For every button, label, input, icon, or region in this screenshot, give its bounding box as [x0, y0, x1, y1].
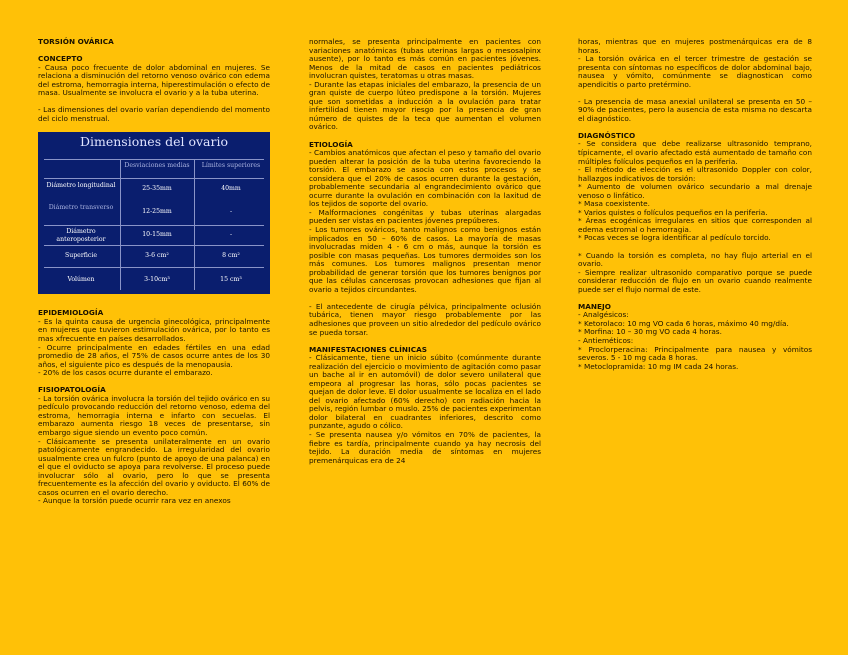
heading-manifestaciones: MANIFESTACIONES CLÍNICAS: [309, 344, 427, 354]
list-item: * Ketorolaco: 10 mg VO cada 6 horas, máximo 40 mg/día.: [578, 318, 789, 328]
row-label: Volúmen: [67, 276, 95, 284]
row-desv: 3-6 cm²: [145, 252, 169, 260]
paragraph: normales, se presenta principalmente en pacientes con variaciones anatómicas (tubas uterinas largas o mesosalpinx ausente), por lo tanto es más común en pacientes jóvenes. Menos de la mitad de casos en pacientes pediátricos involucran quistes, teratomas u otras masas.: [309, 37, 541, 81]
paragraph: - Durante las etapas iniciales del embarazo, la presencia de un gran quiste de cuerpo lúteo predispone a la torsión. Mujeres que son sometidas a inducción a la ovulación para tratar infertilidad tienen mayor riesgo por la presencia de gran número de quistes de la teca que aumentan el volumen ovárico.: [309, 79, 541, 132]
heading-manejo: MANEJO: [578, 301, 611, 311]
row-lim: 40mm: [221, 185, 241, 193]
paragraph: - Causa poco frecuente de dolor abdominal en mujeres. Se relaciona a disminución del retorno venoso ovárico con edema del estroma, hemorragia interna, hiperestimulación o efecto de masa. Usualmente se involucra el ovario y a la tuba uterina.: [38, 62, 270, 98]
paragraph: - Cambios anatómicos que afectan el peso y tamaño del ovario pueden alterar la posición de la tuba uterina favoreciendo la torsión. El embarazo se asocia con estos procesos y se considera que el 20% de casos ocurren durante la gestación, probablemente secundaria al engrandecimiento ovárico que ocurre durante la ovulación en combinación con la laxitud de los tejidos de soporte del ovario.: [309, 148, 541, 209]
row-label: Superficie: [64, 252, 98, 260]
column-3: [578, 38, 812, 371]
paragraph: - El método de elección es el ultrasonido Doppler con color, hallazgos indicativos de torsión:: [578, 165, 812, 183]
paragraph: - Ocurre principalmente en edades fértiles en una edad promedio de 28 años, el 75% de casos ocurre antes de los 30 años, el siguiente pico es después de la menopausia.: [38, 342, 270, 369]
row-desv: 3-10cm³: [144, 276, 170, 284]
paragraph: - La presencia de masa anexial unilateral se presenta en 50 – 90% de pacientes, pero la ausencia de esta misma no descarta el diagnóstico.: [578, 96, 812, 123]
list-item: * Pocas veces se logra identificar al pedículo torcido.: [578, 233, 771, 243]
list-item: * Morfina: 10 – 30 mg VO cada 4 horas.: [578, 327, 722, 337]
table-title: Dimensiones del ovario: [79, 134, 228, 150]
paragraph: - Las dimensiones del ovario varían dependiendo del momento del ciclo menstrual.: [38, 105, 270, 123]
row-desv: 12-25mm: [142, 208, 172, 216]
doc-title: TORSIÓN OVÁRICA: [38, 37, 114, 46]
paragraph: - Se considera que debe realizarse ultrasonido temprano, típicamente, el ovario afectado está aumentado de tamaño con múltiples folículos pequeños en la periferia.: [578, 139, 812, 166]
paragraph: - Se presenta nausea y/o vómitos en 70% de pacientes, la fiebre es tardía, principalmente cuando ya hay necrosis del tejido. La duración media de síntomas en mujeres premenárquicas era de 24: [309, 430, 541, 465]
paragraph: - El antecedente de cirugía pélvica, principalmente oclusión tubárica, tienen mayor riesgo probablemente por las adhesiones que proveen un sitio alrededor del pedículo ovárico se pueda torsar.: [309, 301, 541, 337]
paragraph: - La torsión ovárica involucra la torsión del tejido ovárico en su pedículo provocando reducción del retorno venoso, edema del estroma, hemorragia interna e infarto con secuelas. El embarazo aumenta riesgo 18 veces de presentarse, sin embargo sigue siendo un evento poco común.: [38, 393, 270, 437]
list-item: * Aumento de volumen ovárico secundario a mal drenaje venoso o linfático.: [578, 182, 812, 200]
row-lim: -: [229, 208, 233, 216]
paragraph: - 20% de los casos ocurre durante el embarazo.: [38, 368, 213, 378]
ovary-dimensions-table: [38, 132, 270, 294]
header-desviaciones: Desviaciones medias: [124, 162, 190, 170]
list-item: * Masa coexistente.: [578, 199, 650, 209]
paragraph: - Los tumores ováricos, tanto malignos como benignos están implicados en 50 – 60% de casos. La mayoría de masas involucradas miden 4 - 6 cm o más, aunque la torsión es posible con masas pequeñas. Los tumores dermoides son los más comunes. Los tumores malignos presentan menor probabilidad de generar torsión que los tumores benignos por que las células cancerosas provocan adhesiones que fijan al ovario a tejidos circundantes.: [309, 224, 541, 294]
row-label: Diámetro longitudinal: [46, 182, 116, 190]
heading-etiologia: ETIOLOGÍA: [309, 139, 353, 149]
row-label: Diámetro transverso: [48, 204, 114, 212]
row-lim: -: [229, 231, 233, 239]
row-label: Diámetro anteroposterior: [56, 228, 106, 243]
paragraph: - Aunque la torsión puede ocurrir rara vez en anexos: [38, 496, 231, 506]
list-item: * Metoclopramida: 10 mg IM cada 24 horas.: [578, 361, 739, 371]
table-rule: [44, 267, 264, 268]
table-rule: [44, 245, 264, 246]
paragraph: horas, mientras que en mujeres postmenárquicas era de 8 horas.: [578, 37, 812, 55]
paragraph: - La torsión ovárica en el tercer trimestre de gestación se presenta con síntomas no específicos de dolor abdominal bajo, nausea y vómito, comúnmente se diagnostican como apendicitis o parto pretérmino.: [578, 54, 812, 89]
row-desv: 10-15mm: [142, 231, 172, 239]
row-lim: 15 cm³: [220, 276, 242, 284]
heading-fisiopatologia: FISIOPATOLOGÍA: [38, 385, 106, 395]
heading-epidemiologia: EPIDEMIOLOGÍA: [38, 308, 104, 318]
header-limites: Límites superiores: [201, 162, 261, 170]
list-item: * Áreas ecogénicas irregulares en sitios que corresponden al edema estromal o hemorragia.: [578, 216, 812, 234]
paragraph: - Siempre realizar ultrasonido comparativo porque se puede considerar reducción de flujo en un ovario cuando realmente puede ser el flujo normal de este.: [578, 267, 812, 294]
column-2: [309, 38, 541, 465]
paragraph: - Es la quinta causa de urgencia ginecológica, principalmente en mujeres que tuvieron estimulación ovárica, por lo tanto es mas xfrecuente en países desarrollados.: [38, 316, 270, 344]
list-item: * Varios quistes o folículos pequeños en la periferia.: [578, 207, 768, 217]
column-1: [38, 38, 270, 506]
list-item: - Antieméticos:: [578, 335, 634, 345]
paragraph: - Clásicamente, tiene un inicio súbito (comúnmente durante realización del ejercicio o movimiento de agitación como pasar un bache al ir en automóvil) de dolor severo unilateral que empeora al progresar las horas, sólo pocas pacientes se quejan de dolor leve. El dolor usualmente se localiza en el lado del ovario afectado (60% derecho) con radiación hacia la pelvis, región lumbar o muslo. 25% de pacientes experimentan dolor bilateral en cuadrantes inferiores, descrito como punzante, agudo o cólico.: [309, 353, 541, 431]
list-item: * Proclorperacina: Principalmente para nausea y vómitos severos. 5 - 10 mg cada 8 horas.: [578, 344, 812, 363]
table-rule: [44, 159, 264, 160]
table-rule: [44, 225, 264, 226]
heading-diagnostico: DIAGNÓSTICO: [578, 130, 636, 140]
heading-concepto: CONCEPTO: [38, 54, 83, 64]
list-item: - Analgésicos:: [578, 310, 629, 320]
paragraph: - Malformaciones congénitas y tubas uterinas alargadas pueden ser vistas en pacientes jóvenes prepúberes.: [309, 207, 541, 226]
row-lim: 8 cm²: [222, 252, 240, 260]
row-desv: 25-35mm: [142, 185, 172, 193]
paragraph: * Cuando la torsión es completa, no hay flujo arterial en el ovario.: [578, 250, 812, 269]
paragraph: - Clásicamente se presenta unilateralmente en un ovario patológicamente engrandecido. La irregularidad del ovario usualmente crea un fulcro (punto de apoyo de una palanca) en el que el oviducto se apoya para revolverse. El proceso puede involucrar sólo al ovario, pero lo que se presenta frecuentemente es la afección del ovario y oviducto. El 60% de casos ocurren en el ovario derecho.: [38, 436, 270, 497]
table-rule: [44, 178, 264, 179]
